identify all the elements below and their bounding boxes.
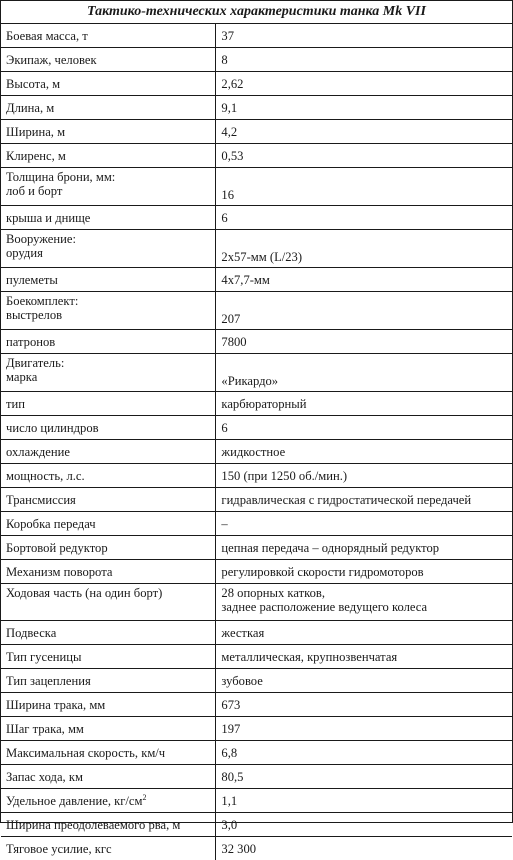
row-value-cell <box>216 536 512 560</box>
row-label-cell <box>1 464 216 488</box>
row-label-cell <box>1 292 216 330</box>
row-value: 2,62 <box>221 77 243 91</box>
row-value-cell <box>216 512 512 536</box>
table-row <box>1 512 512 536</box>
row-label: Клиренс, м <box>6 149 66 163</box>
specs-table-body <box>1 24 512 860</box>
row-value: 207 <box>221 312 240 326</box>
row-label: Трансмиссия <box>6 493 76 507</box>
row-value-cell <box>216 230 512 268</box>
row-sublabel: марка <box>6 370 37 384</box>
row-label: Коробка передач <box>6 517 96 531</box>
row-label-cell <box>1 512 216 536</box>
row-label: Боекомплект: <box>6 294 78 308</box>
row-value-cell <box>216 693 512 717</box>
table-row <box>1 789 512 813</box>
row-value-cell <box>216 813 512 837</box>
table-row <box>1 717 512 741</box>
row-value: 3,0 <box>221 818 237 832</box>
table-row <box>1 645 512 669</box>
table-row <box>1 354 512 392</box>
row-label-superscript: 2 <box>142 792 146 801</box>
row-label-cell <box>1 536 216 560</box>
row-value-cell <box>216 24 512 48</box>
row-value-cell <box>216 560 512 584</box>
row-value: – <box>221 517 227 531</box>
row-value: 6,8 <box>221 746 237 760</box>
row-label-cell <box>1 24 216 48</box>
row-value-cell <box>216 416 512 440</box>
row-label: Толщина брони, мм: <box>6 170 115 184</box>
table-row <box>1 330 512 354</box>
row-value-cell <box>216 621 512 645</box>
row-label-cell <box>1 392 216 416</box>
table-row <box>1 144 512 168</box>
row-label-cell <box>1 268 216 292</box>
row-label: тип <box>6 397 25 411</box>
table-row <box>1 292 512 330</box>
row-value: жесткая <box>221 626 264 640</box>
row-label: Ширина преодолеваемого рва, м <box>6 818 180 832</box>
row-label-cell <box>1 120 216 144</box>
table-row <box>1 621 512 645</box>
row-label-cell <box>1 741 216 765</box>
row-label-cell <box>1 230 216 268</box>
row-value-cell <box>216 72 512 96</box>
row-label: Ширина, м <box>6 125 65 139</box>
row-label-cell <box>1 837 216 860</box>
row-label-cell <box>1 717 216 741</box>
table-row <box>1 96 512 120</box>
row-label-cell <box>1 765 216 789</box>
row-value-line2: заднее расположение ведущего колеса <box>221 600 427 614</box>
row-value-cell <box>216 392 512 416</box>
row-value: «Рикардо» <box>221 374 278 388</box>
table-row <box>1 48 512 72</box>
row-label-cell <box>1 330 216 354</box>
row-value-cell <box>216 669 512 693</box>
row-value: цепная передача – однорядный редуктор <box>221 541 439 555</box>
row-label-cell <box>1 621 216 645</box>
row-value-cell <box>216 144 512 168</box>
row-value-cell <box>216 789 512 813</box>
row-value-cell <box>216 765 512 789</box>
row-value: 150 (при 1250 об./мин.) <box>221 469 347 483</box>
row-value: 4x7,7-мм <box>221 273 269 287</box>
table-row <box>1 741 512 765</box>
table-row <box>1 206 512 230</box>
table-row <box>1 693 512 717</box>
table-row <box>1 584 512 621</box>
row-value: гидравлическая с гидростатической передачей <box>221 493 471 507</box>
specs-table <box>1 24 512 860</box>
row-label: Подвеска <box>6 626 56 640</box>
table-row <box>1 560 512 584</box>
row-value: металлическая, крупнозвенчатая <box>221 650 397 664</box>
row-value-cell <box>216 268 512 292</box>
table-row <box>1 669 512 693</box>
row-value-cell <box>216 330 512 354</box>
row-label: Ходовая часть (на один борт) <box>6 586 162 600</box>
row-value-cell <box>216 168 512 206</box>
row-label-cell <box>1 96 216 120</box>
row-label-cell <box>1 669 216 693</box>
row-value-cell <box>216 488 512 512</box>
row-value-cell <box>216 464 512 488</box>
row-label: Боевая масса, т <box>6 29 88 43</box>
row-value-cell <box>216 48 512 72</box>
row-label-cell <box>1 813 216 837</box>
table-row <box>1 765 512 789</box>
row-label: Шаг трака, мм <box>6 722 84 736</box>
row-value: 4,2 <box>221 125 237 139</box>
row-value: 6 <box>221 421 227 435</box>
row-label: мощность, л.с. <box>6 469 85 483</box>
row-value: 28 опорных катков, <box>221 586 325 600</box>
row-label: Бортовой редуктор <box>6 541 108 555</box>
table-row <box>1 72 512 96</box>
row-value-cell <box>216 741 512 765</box>
row-label: Двигатель: <box>6 356 64 370</box>
row-value: 37 <box>221 29 234 43</box>
table-row <box>1 813 512 837</box>
row-value: 9,1 <box>221 101 237 115</box>
row-label-cell <box>1 72 216 96</box>
table-row <box>1 230 512 268</box>
row-value: 0,53 <box>221 149 243 163</box>
table-row <box>1 416 512 440</box>
table-title: Тактико-технических характеристики танка Mk VII <box>1 1 512 24</box>
row-value: карбюраторный <box>221 397 306 411</box>
row-label: Механизм поворота <box>6 565 112 579</box>
table-row <box>1 392 512 416</box>
row-sublabel: выстрелов <box>6 308 62 322</box>
row-value-cell <box>216 96 512 120</box>
row-value-cell <box>216 645 512 669</box>
table-row <box>1 24 512 48</box>
row-label: Вооружение: <box>6 232 76 246</box>
row-value-cell <box>216 837 512 860</box>
row-sublabel: орудия <box>6 246 43 260</box>
row-label-cell <box>1 584 216 621</box>
row-value: 7800 <box>221 335 246 349</box>
row-label: Запас хода, км <box>6 770 83 784</box>
row-value: 197 <box>221 722 240 736</box>
row-label: число цилиндров <box>6 421 99 435</box>
row-sublabel: лоб и борт <box>6 184 62 198</box>
row-value: 16 <box>221 188 234 202</box>
row-label: патронов <box>6 335 55 349</box>
row-label: Тип гусеницы <box>6 650 81 664</box>
row-value: 6 <box>221 211 227 225</box>
row-label: Высота, м <box>6 77 60 91</box>
row-label-cell <box>1 206 216 230</box>
row-label: Тяговое усилие, кгс <box>6 842 112 856</box>
row-value: 2x57-мм (L/23) <box>221 250 302 264</box>
row-label: Тип зацепления <box>6 674 91 688</box>
row-label-cell <box>1 789 216 813</box>
row-value-cell <box>216 440 512 464</box>
row-label-cell <box>1 48 216 72</box>
row-value: регулировкой скорости гидромоторов <box>221 565 423 579</box>
row-value: 80,5 <box>221 770 243 784</box>
row-value: зубовое <box>221 674 262 688</box>
row-label-cell <box>1 416 216 440</box>
table-row <box>1 168 512 206</box>
row-label-cell <box>1 645 216 669</box>
row-value: 673 <box>221 698 240 712</box>
row-label-cell <box>1 144 216 168</box>
table-row <box>1 440 512 464</box>
row-label-cell <box>1 168 216 206</box>
row-value-cell <box>216 292 512 330</box>
row-label: Экипаж, человек <box>6 53 97 67</box>
row-value: жидкостное <box>221 445 285 459</box>
table-row <box>1 268 512 292</box>
row-label-cell <box>1 354 216 392</box>
table-row <box>1 837 512 860</box>
row-label: пулеметы <box>6 273 58 287</box>
row-label: Удельное давление, кг/см <box>6 794 142 808</box>
row-value-cell <box>216 120 512 144</box>
row-value-cell <box>216 206 512 230</box>
row-label-cell <box>1 560 216 584</box>
row-value: 1,1 <box>221 794 237 808</box>
row-label-cell <box>1 440 216 464</box>
row-label: Ширина трака, мм <box>6 698 105 712</box>
row-label-cell <box>1 488 216 512</box>
row-value-cell <box>216 354 512 392</box>
row-value: 32 300 <box>221 842 256 856</box>
row-value-cell <box>216 717 512 741</box>
table-row <box>1 536 512 560</box>
row-value-cell <box>216 584 512 621</box>
row-label: Максимальная скорость, км/ч <box>6 746 165 760</box>
table-row <box>1 464 512 488</box>
table-row <box>1 488 512 512</box>
row-label: охлаждение <box>6 445 70 459</box>
row-label-cell <box>1 693 216 717</box>
row-label: Длина, м <box>6 101 54 115</box>
table-row <box>1 120 512 144</box>
row-label: крыша и днище <box>6 211 90 225</box>
row-value: 8 <box>221 53 227 67</box>
